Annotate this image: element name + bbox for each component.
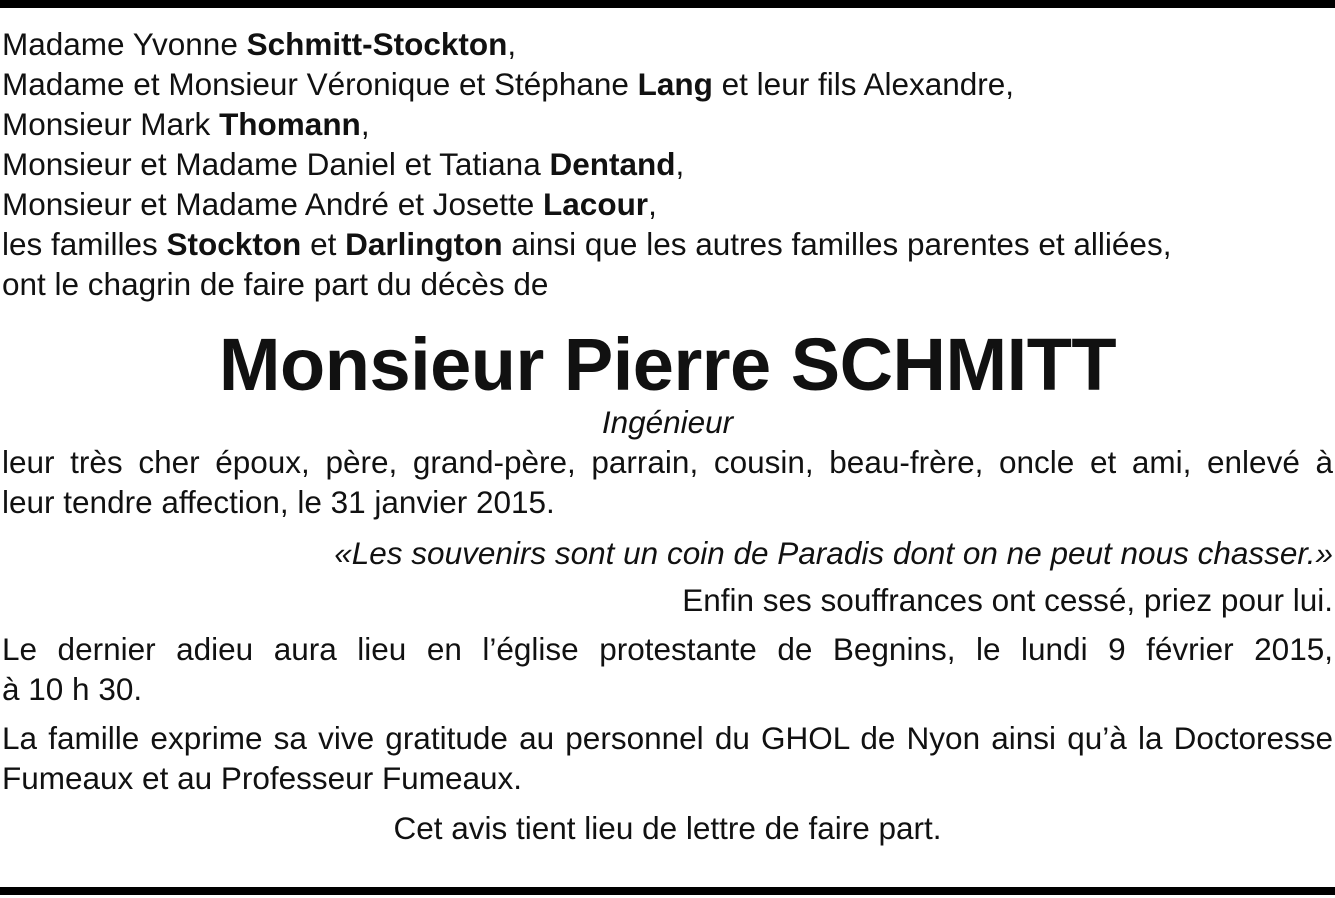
top-border-rule: [0, 0, 1335, 8]
deceased-name: Monsieur Pierre SCHMITT: [218, 323, 1117, 406]
family-line-1: [2, 24, 1333, 64]
family-surname: Stockton: [166, 226, 302, 262]
gratitude-line-2: Fumeaux et au Professeur Fumeaux.: [2, 760, 522, 796]
families-line: [2, 224, 1333, 264]
family-line-4: [2, 144, 1333, 184]
family-line-text: et leur fils Alexandre,: [712, 66, 1015, 102]
description-line-2: leur tendre affection, le 31 janvier 2015.: [2, 484, 555, 520]
gratitude-line-1: La famille exprime sa vive gratitude au personnel du GHOL de Nyon ainsi qu’à la Doctoresse: [2, 720, 1333, 756]
family-line-text: ,: [648, 186, 657, 222]
description-line-1: leur très cher époux, père, grand-père, parrain, cousin, beau-frère, oncle et ami, enlevé à: [2, 444, 1333, 480]
intro-end-line: ont le chagrin de faire part du décès de: [2, 266, 549, 302]
family-surname: Darlington: [345, 226, 503, 262]
families-text: les familles: [2, 226, 167, 262]
family-line-3: [2, 104, 1333, 144]
ceremony-line-2: à 10 h 30.: [2, 671, 143, 707]
family-line-2: [2, 64, 1333, 104]
family-line-text: Monsieur Mark: [2, 106, 220, 142]
family-line-text: Monsieur et Madame André et Josette: [2, 186, 544, 222]
families-text: et: [301, 226, 346, 262]
family-surname: Lacour: [543, 186, 649, 222]
bottom-border-rule: [0, 887, 1335, 895]
family-line-5: [2, 184, 1333, 224]
family-line-text: Madame et Monsieur Véronique et Stéphane: [2, 66, 638, 102]
family-surname: Schmitt-Stockton: [246, 26, 508, 62]
family-surname: Lang: [637, 66, 713, 102]
closing-line: Cet avis tient lieu de lettre de faire part.: [393, 810, 942, 846]
families-text: ainsi que les autres familles parentes et alliées,: [502, 226, 1172, 262]
family-surname: Thomann: [219, 106, 361, 142]
family-surname: Dentand: [549, 146, 676, 182]
prayer-line: Enfin ses souffrances ont cessé, priez pour lui.: [682, 582, 1333, 618]
obituary-notice: [2, 24, 1333, 848]
family-line-text: ,: [360, 106, 370, 142]
family-line-text: ,: [675, 146, 685, 182]
family-line-text: Monsieur et Madame Daniel et Tatiana: [2, 146, 550, 182]
ceremony-line-1: Le dernier adieu aura lieu en l’église protestante de Begnins, le lundi 9 février 2015,: [2, 631, 1333, 667]
memorial-quote: «Les souvenirs sont un coin de Paradis dont on ne peut nous chasser.»: [334, 535, 1333, 571]
family-line-text: ,: [507, 26, 517, 62]
profession: Ingénieur: [601, 404, 734, 440]
family-line-text: Madame Yvonne: [2, 26, 247, 62]
